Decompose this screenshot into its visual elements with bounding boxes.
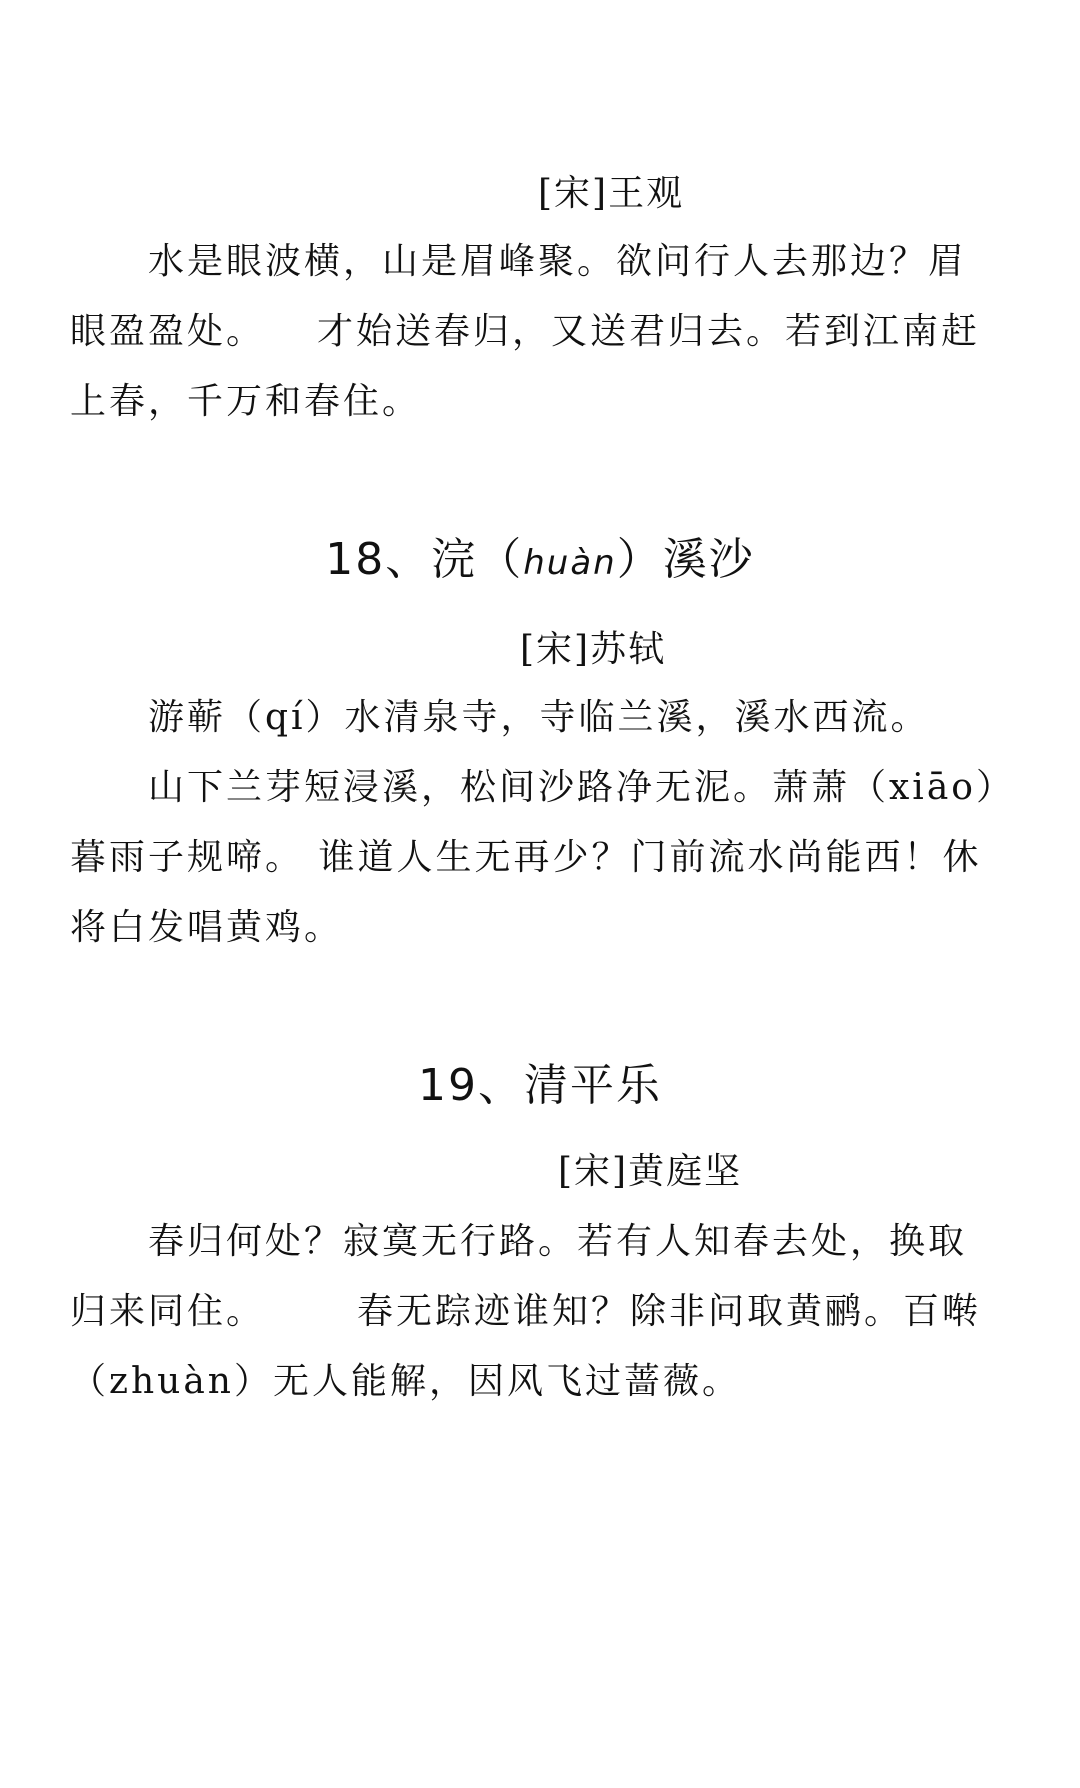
poem18-stanza1: 游蕲（qí）水清泉寺，寺临兰溪，溪水西流。	[148, 697, 930, 738]
poem18-stanza2-line1: 山下兰芽短浸溪，松间沙路净无泥。萧萧（xiāo）	[148, 767, 1015, 808]
poem18-title-prefix: 18、浣（	[325, 534, 524, 585]
poem17-line2	[70, 298, 1010, 366]
poem19-line2a: 归来同住。	[70, 1291, 266, 1332]
poem17-line1: 水是眼波横，山是眉峰聚。欲问行人去那边？眉	[148, 241, 968, 282]
poem18-title	[0, 532, 1080, 591]
poem19-line1: 春归何处？寂寞无行路。若有人知春去处，换取	[148, 1221, 968, 1262]
poem19-line2b: 春无踪迹谁知？除非问取黄鹂。百啭	[357, 1291, 982, 1332]
poem19-line2	[70, 1278, 1010, 1346]
poem17-author: [宋]王观	[538, 173, 685, 214]
poem17-line3: 上春，千万和春住。	[70, 381, 422, 422]
poem19-title: 19、清平乐	[418, 1060, 662, 1111]
poem18-stanza2-line3: 将白发唱黄鸡。	[70, 907, 344, 948]
poem19-author: [宋]黄庭坚	[558, 1151, 743, 1192]
poem17-line2a: 眼盈盈处。	[70, 311, 266, 352]
poem18-stanza2-line2: 暮雨子规啼。 谁道人生无再少？门前流水尚能西！休	[70, 837, 982, 878]
poem18-author: [宋]苏轼	[520, 629, 667, 670]
poem17-line2b: 才始送春归，又送君归去。若到江南赶	[317, 311, 981, 352]
poem18-title-suffix: ）溪沙	[616, 534, 755, 585]
poem18-title-pinyin: huàn	[523, 543, 617, 583]
poem19-line3: （zhuàn）无人能解，因风飞过蔷薇。	[70, 1361, 741, 1402]
